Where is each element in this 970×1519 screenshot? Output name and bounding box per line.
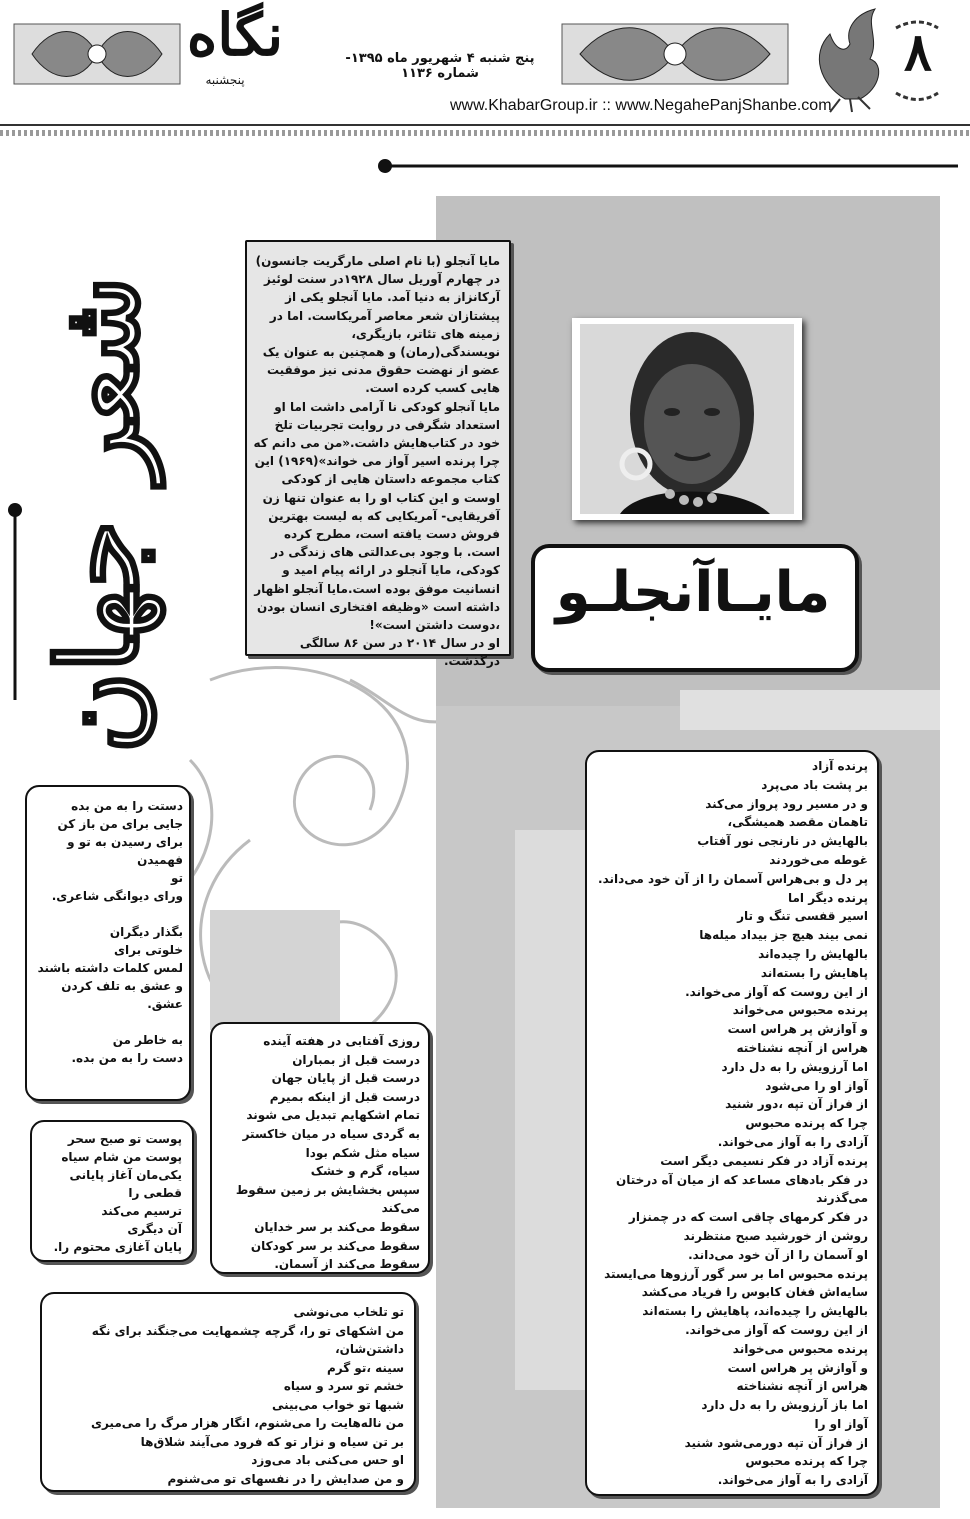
poem-line: سایه‌اش فغان کابوس را فریاد می‌کشد — [641, 1285, 868, 1300]
poem-line: از این روست که آواز می‌خواند. — [685, 1322, 868, 1337]
poem-line: درست قبل از اینکه بمیرم — [269, 1089, 420, 1104]
poem-line: ورای دیوانگی شاعری. — [51, 889, 183, 903]
poem-line: دست را به من بده. — [71, 1051, 183, 1065]
poem-line: پرنده دیگر اما — [787, 890, 868, 905]
poet-name: مایـاآنجلـو — [555, 560, 831, 625]
poem-line: تاهمان مقصد همیشگی، — [727, 815, 868, 830]
poem-line: پرنده آزاد در فکر نسیمی دیگر است — [660, 1153, 868, 1168]
poem-line: از فراز آن تپه ،دور شنید — [725, 1097, 868, 1112]
poem-line: آن دیگری — [127, 1222, 182, 1236]
right-ornament — [560, 14, 790, 94]
poem-line: یکی‌مان آغاز پایانی قطعی را — [69, 1168, 182, 1200]
poem-line: به گردی سیاه در میان خاکستر — [242, 1126, 420, 1141]
left-grey-panel-2 — [515, 830, 595, 1390]
poem-line: آزادی را به آواز می‌خواند. — [717, 1134, 868, 1149]
poem-line: و آوازش پر هراس است — [727, 1360, 868, 1375]
poem-line: اما باز آرزویش را به دل دارد — [701, 1398, 868, 1413]
poem-line: تو تلخاب می‌نوشی — [293, 1305, 404, 1319]
poem-line: در فکر بادهای مساعد که از میان آه درختان می‌گذرند — [616, 1172, 868, 1206]
bitter-poem — [46, 1303, 404, 1488]
poem-line: در فکر کرمهای چاقی است که در چمنزار روشن از خورشید صبح منتظرند — [628, 1210, 868, 1243]
poem-line: دستت را به من بده — [71, 799, 183, 813]
poem-line: تمام اشکهایم تبدیل می شوند — [246, 1108, 420, 1123]
poem-line: و در مسیر رود پرواز می‌کند — [705, 796, 868, 811]
poem-line: بر پشت باد می‌پرد — [761, 777, 868, 792]
poem-line: بگذار دیگران — [109, 925, 183, 939]
poem-line: از فراز آن تپه دورمی‌شود شنید — [684, 1435, 868, 1450]
poem-line: سقوط می‌کند بر سر خدایان — [254, 1219, 420, 1234]
poem-line: پرنده محبوس می‌خواند — [732, 1341, 868, 1356]
poem-line: ترسیم می‌کند — [101, 1204, 182, 1218]
poem-line: اسیر قفسی تنگ و تار — [737, 909, 868, 924]
poem-line: چرا که پرنده محبوس — [745, 1454, 868, 1469]
poem-line: هراس از آنچه نشناخته — [736, 1040, 868, 1055]
poem-line: پاهایش را بسته‌اند — [760, 965, 868, 980]
poem-line: پرنده محبوس می‌خواند — [732, 1003, 868, 1018]
bio-text — [252, 252, 500, 671]
poem-line: جایی برای من باز کن — [57, 817, 183, 831]
poem-line: سیاه مثل شکم بودا — [305, 1145, 420, 1160]
section-title: شعر جهان — [33, 275, 163, 754]
poem-line: از این روست که آواز می‌خواند. — [685, 984, 868, 999]
poem-line: بالهایش را چیده‌اند — [758, 946, 868, 961]
left-grey-panel-3 — [210, 910, 340, 1030]
poem-line: بالهایش را چیده‌اند، پاهایش را بسته‌اند — [642, 1304, 868, 1319]
sunny-day-poem — [216, 1032, 420, 1274]
chain-ornament — [888, 18, 963, 103]
bio-paragraph: او در سال ۲۰۱۴ در سن ۸۶ سالگی درگذشت. — [299, 636, 500, 669]
left-grey-panel-1 — [680, 690, 940, 730]
center-divider-ornament — [290, 14, 330, 94]
poem-line: سپس بخشایش بر زمین سقوط می‌کند — [235, 1182, 420, 1216]
poem-line: و من صدایش را در نفسهای تو می‌شنوم — [167, 1471, 404, 1486]
poem-line: و آوازش پر هراس است — [727, 1022, 868, 1037]
date-issue: پنج شنبه ۴ شهریور ماه ۱۳۹۵- شماره ۱۱۳۶ — [345, 51, 535, 81]
poem-line: درست قبل از بمباران — [292, 1052, 420, 1067]
poem-line: او آسمان را از آن خود می‌داند. — [688, 1247, 868, 1262]
poem-line: درست قبل از پایان جهان — [271, 1071, 420, 1086]
poem-line: لمس کلمات داشته باشند — [37, 961, 183, 975]
logo-subtitle: پنجشنبه — [205, 73, 245, 87]
poem-line: سیاه، گرم و خشک — [310, 1164, 420, 1179]
bio-paragraph: مایا آنجلو (با نام اصلی مارگریت جانسون) در چهارم آوریل سال ۱۹۲۸در سنت لوئیز آرکانزاز به دنیا آمد. مایا آنجلو یکی از پیشتازان شعر معاصر آمریکاست. اما در زمینه های تئاتر، بازیگری، نویسندگی(رمان) و همچنین به عنوان یک عضو از نهضت حقوق مدنی نیز موفقیت هایی کسب کرده است. — [255, 254, 500, 396]
poem-line: آواز او را می‌شود — [765, 1078, 868, 1093]
poem-line: و عشق به تلف کردن — [61, 979, 183, 993]
poem-line: سقوط می‌کند از آسمان. — [274, 1257, 420, 1272]
poem-line: عشق. — [147, 997, 183, 1011]
poem-line: اما آرزویش را به دل دارد — [721, 1059, 868, 1074]
poem-line: بر تن سیاه و نزار تو که فرود می‌آیند شلاق‌ها — [140, 1434, 404, 1449]
hand-poem — [33, 797, 183, 1067]
poem-line: خلوتی برای — [114, 943, 183, 957]
poem-line: پرنده آزاد — [812, 759, 868, 773]
poem-line: پر دل و بی‌هراس آسمان را از آن خود می‌داند. — [598, 871, 868, 886]
caged-bird-poem — [592, 757, 868, 1490]
poem-line: آزادی را به آواز می‌خواند. — [717, 1473, 868, 1488]
poem-line: چرا که پرنده محبوس — [745, 1116, 868, 1131]
poem-line: من ناله‌هایت را می‌شنوم، انگار هزار مرگ را می‌میری — [90, 1416, 404, 1430]
poem-line: شبها تو خواب می‌بینی — [271, 1397, 404, 1412]
poem-line: پایان آغازی محتوم را. — [53, 1240, 182, 1254]
page-number: ۸ — [904, 22, 932, 83]
poem-line: غوطه می‌خوردند — [769, 852, 868, 867]
poem-line: من اشکهای تو را، گرچه چشمهایت می‌جنگند برای نگه داشتن‌شان، — [91, 1323, 404, 1356]
poem-line: روزی آفتابی در هفته آینده — [263, 1034, 420, 1048]
poem-line: سینه ،تو گرم — [326, 1360, 404, 1375]
poem-line: سقوط می‌کند بر سر کودکان — [250, 1238, 420, 1253]
left-ornament — [12, 14, 182, 94]
logo: نگاه — [186, 1, 284, 69]
poem-line: خشم تو سرد و سیاه — [283, 1379, 404, 1393]
poem-line: تو — [170, 871, 183, 885]
poem-line: او حس می‌کنی باد می‌وزد — [251, 1453, 404, 1467]
poem-line: هراس از آنچه نشناخته — [736, 1379, 868, 1394]
poet-portrait — [580, 324, 794, 514]
poem-line: پرنده محبوس اما بر سر گور آرزوها می‌ایستد — [604, 1266, 868, 1281]
poem-line: آواز او را — [814, 1416, 868, 1431]
website-urls: www.KhabarGroup.ir :: www.NegahePanjShanbe.com — [450, 97, 832, 114]
poem-line: پوست من شام سیاه — [61, 1150, 182, 1164]
skin-poem — [36, 1130, 182, 1256]
header-rule — [0, 124, 970, 126]
bio-paragraph: مایا آنجلو کودکی نا آرامی داشت اما او استعداد شگرفی در روایت تجربیات تلخ خود در کتاب‌هایش داشت.«من می دانم که چرا پرنده اسیر آواز می خواند»(۱۹۶۹) این کتاب مجموعه داستان هایی از کودکی اوست و این کتاب او را به عنوان تنها زن آفریقایی- آمریکایی که به لیست بهترین فروش دست یافته است، مطرح کرده است. با وجود بی‌عدالتی های زندگی در کودکی، مایا آنجلو در ارائه پیام امید و انسانیت موفق بوده است.مایا آنجلو اظهار داشته است «وظیفه افتخاری انسان بودن ،دوست داشتن است»! — [253, 399, 500, 633]
header-dotted-rule — [0, 130, 970, 136]
poem-line: برای رسیدن به تو و فهمیدن — [67, 835, 183, 867]
poem-line: پوست تو صبح سحر — [67, 1132, 182, 1146]
poem-line: بالهایش در نارنجی نور آفتاب — [697, 834, 868, 849]
poem-line: به خاطر من — [112, 1033, 183, 1047]
poem-line: نمی بیند هیچ جز بیداد میله‌ها — [699, 928, 868, 943]
